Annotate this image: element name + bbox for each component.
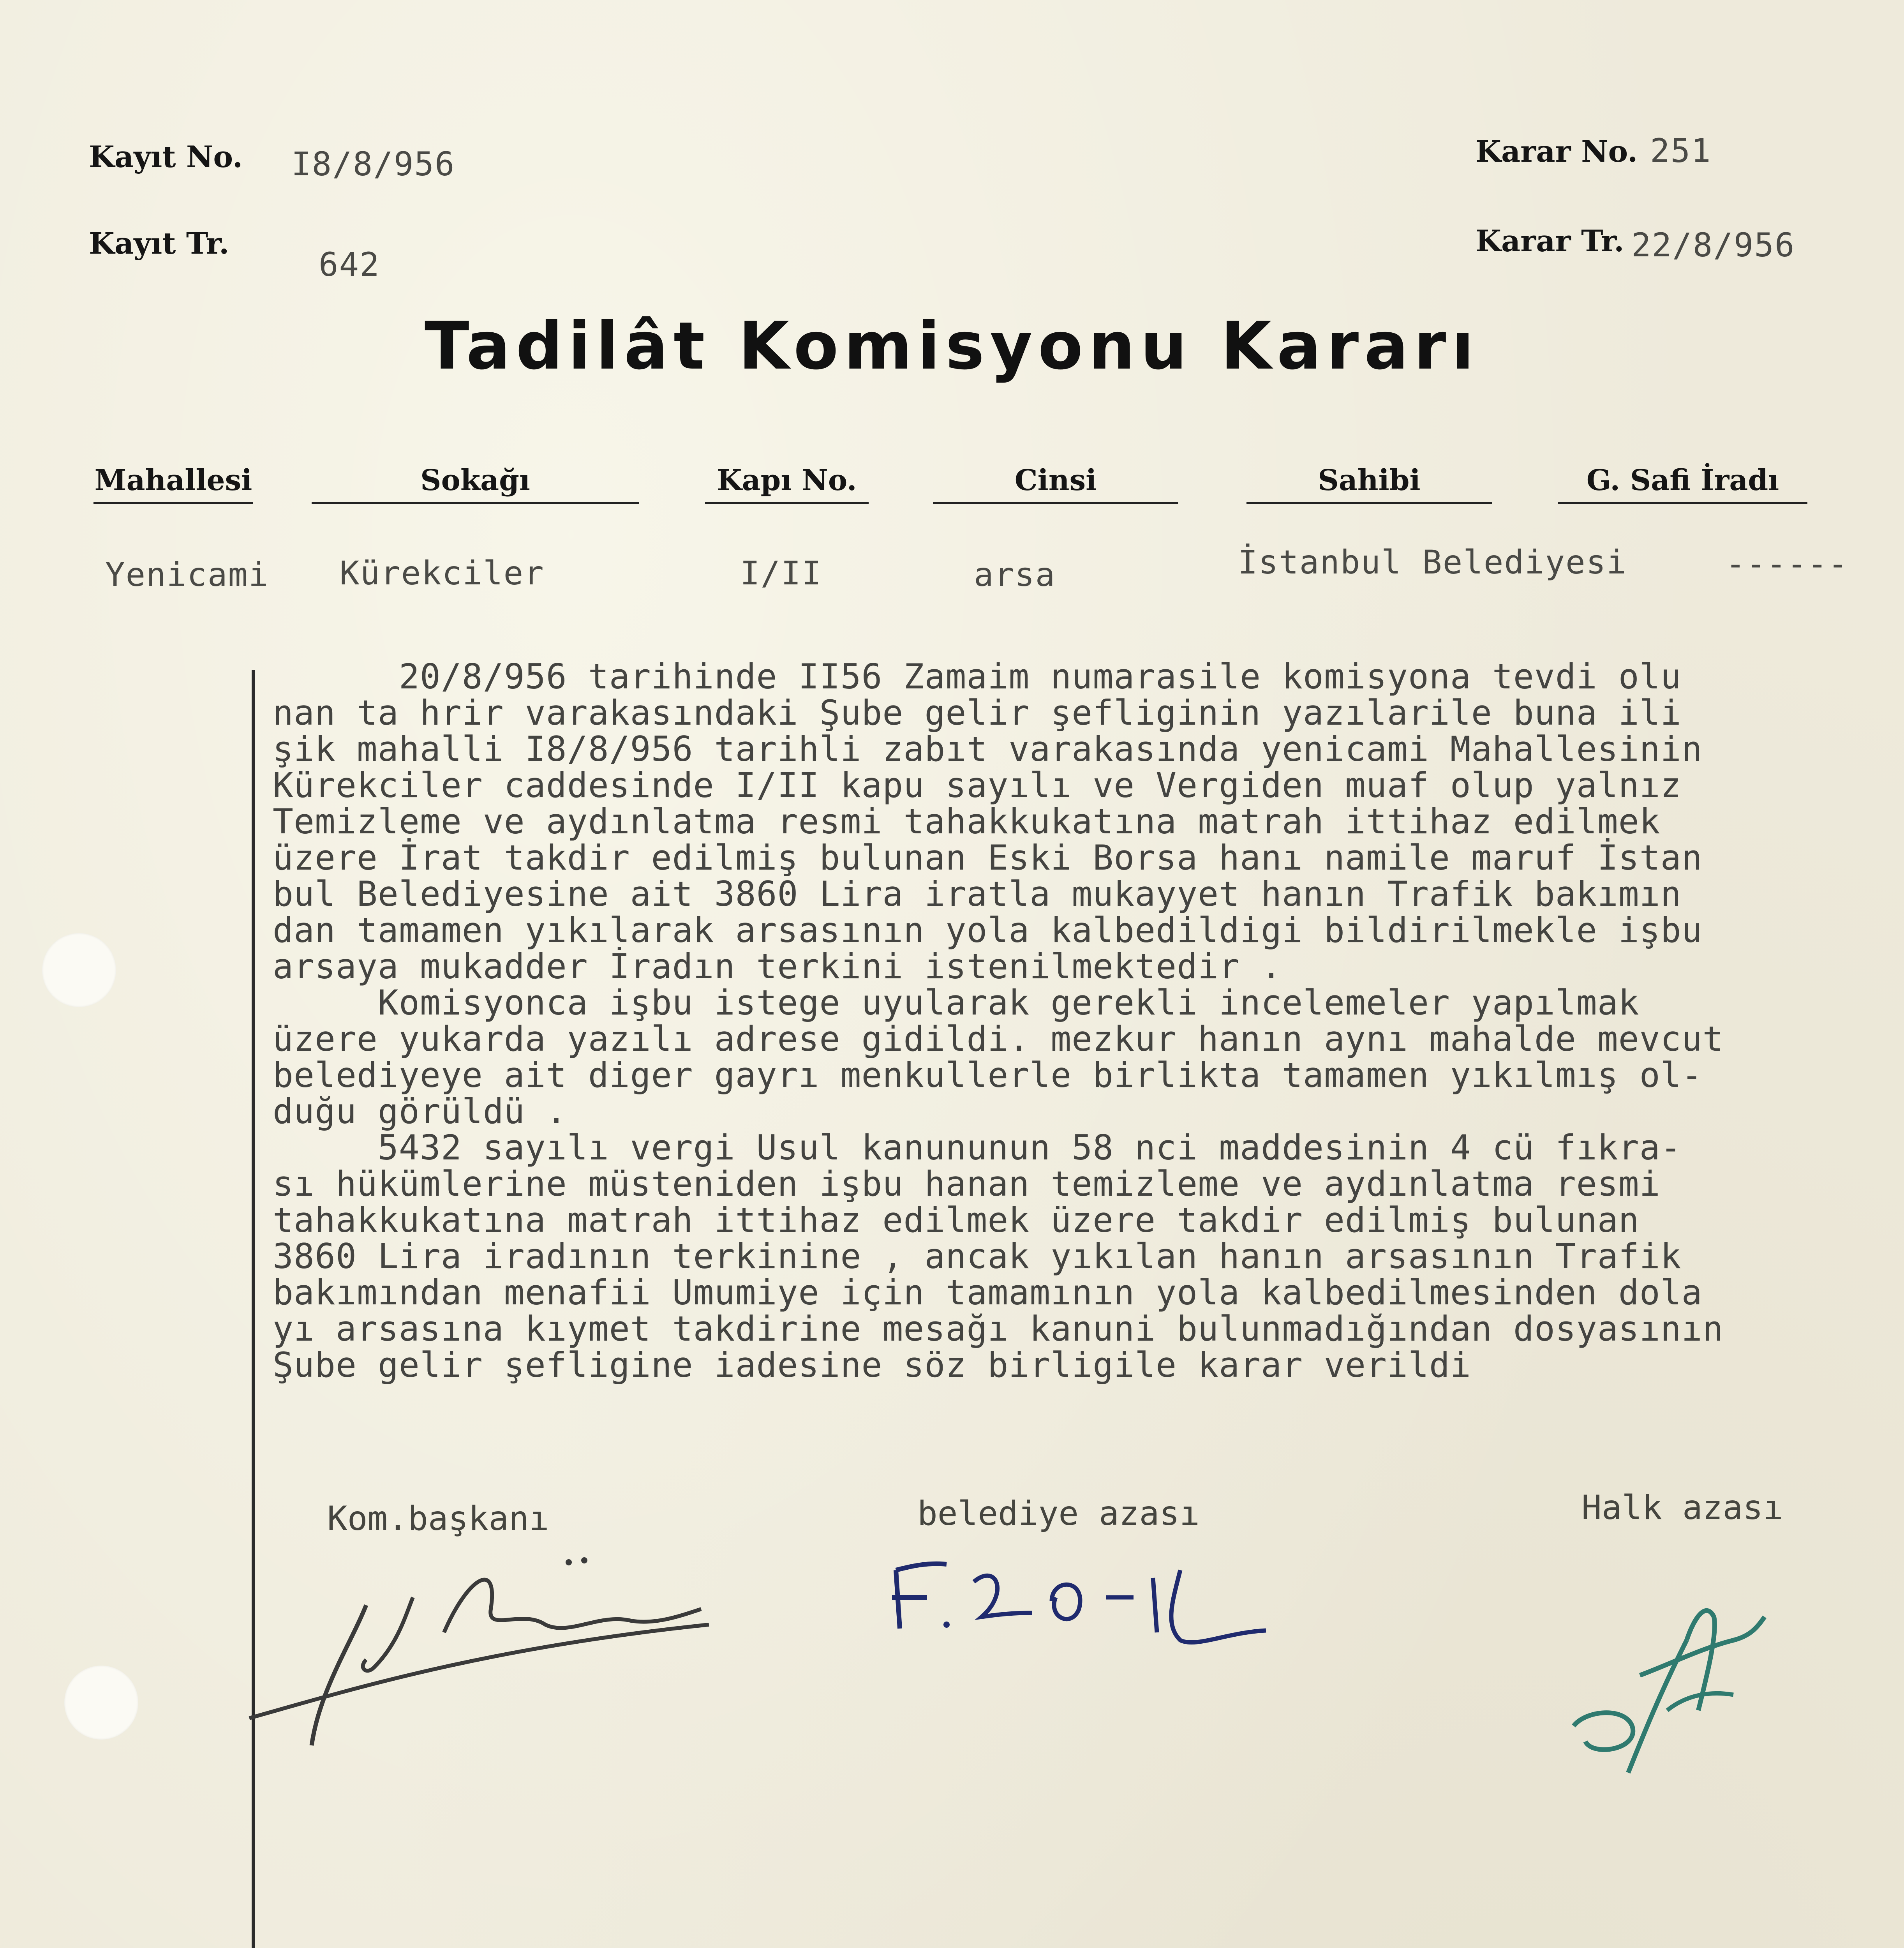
col-header-kapi-no: Kapı No. [717, 464, 857, 497]
value-safi-irad: ------ [1726, 545, 1849, 583]
body-line: 5432 sayılı vergi Usul kanununun 58 nci maddesinin 4 cü fıkra- [273, 1128, 1682, 1168]
body-line: Kürekciler caddesinde I/II kapu sayılı ve Vergiden muaf olup yalnız [273, 765, 1682, 805]
page-title: Tadilât Komisyonu Kararı [424, 308, 1479, 384]
col-header-safi-irad: G. Safi İradı [1586, 464, 1779, 497]
body-line: şik mahalli I8/8/956 tarihli zabıt varakasında yenicami Mahallesinin [273, 729, 1703, 769]
body-line: Temizleme ve aydınlatma resmi tahakkukatına matrah ittihaz edilmek [273, 801, 1661, 842]
body-line: nan ta hrir varakasındaki Şube gelir şefliginin yazılarile buna ili [273, 693, 1682, 733]
body-line: Komisyonca işbu istege uyularak gerekli incelemeler yapılmak [273, 983, 1640, 1023]
karar-no-label: Karar No. [1476, 134, 1638, 169]
value-sokagi: Kürekciler [340, 554, 545, 592]
col-rule-sahibi [1246, 502, 1492, 504]
col-rule-cinsi [933, 502, 1178, 504]
col-rule-sokagi [312, 502, 639, 504]
signature-label-halk-azasi: Halk azası [1581, 1488, 1783, 1527]
karar-no-value: 251 [1650, 132, 1712, 170]
signature-halk-azasi [1570, 1593, 1772, 1788]
col-rule-mahallesi [93, 502, 253, 504]
body-line: bakımından menafii Umumiye için tamamının yola kalbedilmesinden dola [273, 1272, 1703, 1313]
col-header-sahibi: Sahibi [1318, 464, 1421, 497]
kayit-no-label: Kayıt No. [89, 139, 243, 174]
body-line: sı hükümlerine müsteniden işbu hanan temizleme ve aydınlatma resmi [273, 1164, 1661, 1204]
signature-label-kom-baskani: Kom.başkanı [327, 1499, 549, 1538]
body-line: belediyeye ait diger gayrı menkullerle birlikta tamamen yıkılmış ol- [273, 1055, 1703, 1095]
kayit-tr-value: 642 [319, 245, 380, 284]
kayit-tr-label: Kayıt Tr. [89, 226, 229, 261]
margin-line [252, 670, 255, 1948]
body-line: dan tamamen yıkılarak arsasının yola kalbedildigi bildirilmekle işbu [273, 910, 1703, 950]
body-line: 3860 Lira iradının terkinine , ancak yıkılan hanın arsasının Trafik [273, 1236, 1682, 1276]
body-line: üzere yukarda yazılı adrese gidildi. mezkur hanın aynı mahalde mevcut [273, 1019, 1724, 1059]
decision-body [273, 658, 1893, 1383]
col-header-mahallesi: Mahallesi [94, 464, 252, 497]
signature-label-belediye-azasi: belediye azası [917, 1494, 1200, 1533]
value-mahallesi: Yenicami [105, 556, 269, 594]
value-sahibi: İstanbul Belediyesi [1238, 543, 1627, 581]
body-line: Şube gelir şefligine iadesine söz birligile karar verildi [273, 1345, 1471, 1385]
body-line: 20/8/956 tarihinde II56 Zamaim numarasile komisyona tevdi olu [273, 656, 1682, 697]
col-rule-safi-irad [1558, 502, 1807, 504]
col-header-sokagi: Sokağı [420, 464, 530, 497]
karar-tr-value: 22/8/956 [1631, 226, 1795, 264]
value-cinsi: arsa [974, 556, 1056, 594]
value-kapi-no: I/II [740, 554, 822, 592]
signature-belediye-azasi [884, 1555, 1274, 1656]
body-line: yı arsasına kıymet takdirine mesağı kanuni bulunmadığından dosyasının [273, 1309, 1724, 1349]
body-line: tahakkukatına matrah ittihaz edilmek üzere takdir edilmiş bulunan [273, 1200, 1640, 1240]
punch-hole-bottom [64, 1666, 138, 1740]
body-line: üzere İrat takdir edilmiş bulunan Eski Borsa hanı namile maruf İstan [273, 838, 1703, 878]
body-line: arsaya mukadder İradın terkini istenilmektedir . [273, 946, 1282, 986]
karar-tr-label: Karar Tr. [1476, 224, 1624, 258]
kayit-no-value: I8/8/956 [291, 145, 455, 183]
body-line: bul Belediyesine ait 3860 Lira iratla mukayyet hanın Trafik bakımın [273, 874, 1682, 914]
body-line: duğu görüldü . [273, 1091, 567, 1131]
col-rule-kapi-no [705, 502, 869, 504]
punch-hole-top [42, 933, 116, 1007]
col-header-cinsi: Cinsi [1014, 464, 1097, 497]
signature-kom-baskani [249, 1551, 717, 1753]
